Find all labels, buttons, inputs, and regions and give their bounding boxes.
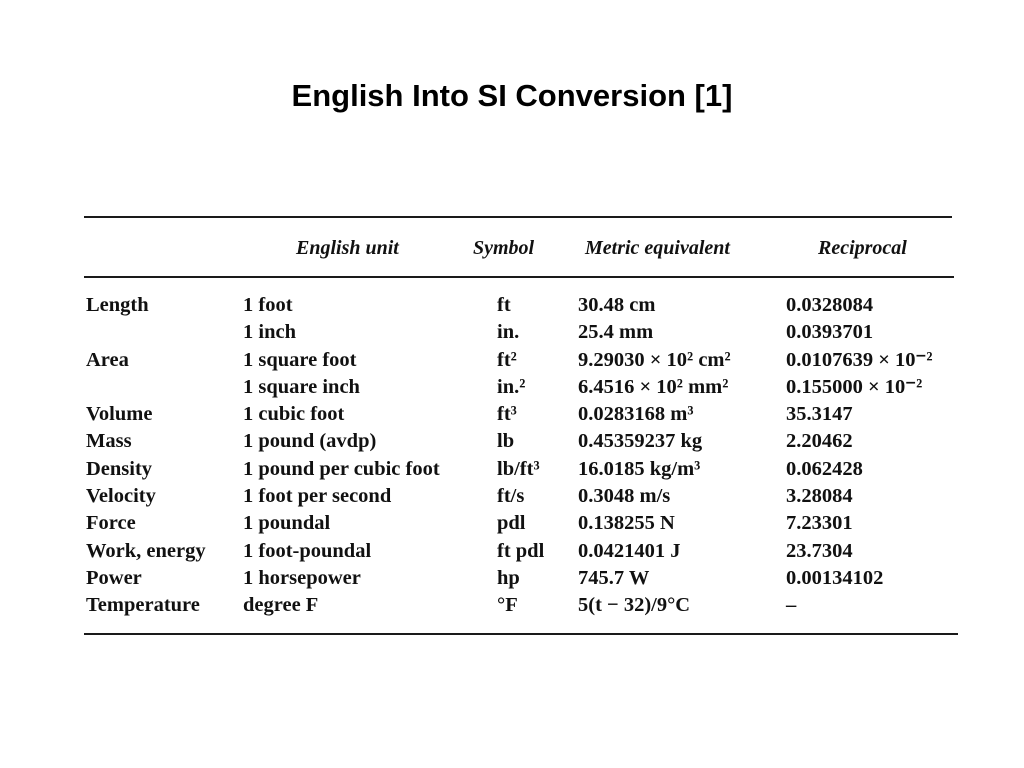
- row-metric-equivalent: 0.45359237 kg: [578, 430, 703, 453]
- table-row: [0, 319, 1024, 346]
- row-english-unit: 1 square foot: [243, 348, 357, 371]
- row-category: Length: [86, 294, 149, 316]
- row-english-unit: 1 poundal: [243, 512, 331, 535]
- table-top-rule: [84, 216, 952, 218]
- row-category: Mass: [86, 430, 132, 453]
- table-bottom-rule: [84, 633, 958, 635]
- row-symbol: ft³: [497, 403, 517, 426]
- conversion-table-body: [0, 292, 1024, 620]
- row-english-unit: 1 horsepower: [243, 566, 361, 589]
- row-english-unit: 1 foot per second: [243, 485, 392, 508]
- row-english-unit: 1 pound (avdp): [243, 430, 377, 453]
- table-header-rule: [84, 276, 954, 278]
- row-reciprocal: 2.20462: [786, 430, 853, 453]
- row-reciprocal: 0.155000 × 10⁻²: [786, 375, 923, 398]
- row-english-unit: 1 inch: [243, 321, 296, 344]
- row-symbol: pdl: [497, 512, 526, 535]
- row-metric-equivalent: 745.7 W: [578, 566, 650, 589]
- row-symbol: lb: [497, 430, 515, 453]
- row-reciprocal: 0.0107639 × 10⁻²: [786, 348, 933, 371]
- row-category: Force: [86, 512, 136, 535]
- row-reciprocal: –: [786, 594, 797, 617]
- row-symbol: ft pdl: [497, 539, 545, 562]
- row-reciprocal: 0.0328084: [786, 294, 874, 316]
- header-reciprocal: Reciprocal: [818, 237, 907, 259]
- row-symbol: hp: [497, 566, 520, 589]
- table-row: [0, 347, 1024, 374]
- table-row: [0, 592, 1024, 619]
- row-symbol: ft/s: [497, 485, 525, 508]
- row-symbol: ft: [497, 294, 511, 316]
- row-reciprocal: 3.28084: [786, 485, 853, 508]
- table-row: [0, 292, 1024, 319]
- row-english-unit: 1 cubic foot: [243, 403, 345, 426]
- table-row: [0, 565, 1024, 592]
- row-english-unit: 1 pound per cubic foot: [243, 457, 440, 480]
- row-reciprocal: 23.7304: [786, 539, 853, 562]
- table-row: [0, 401, 1024, 428]
- row-symbol: °F: [497, 594, 518, 617]
- header-metric-equivalent: Metric equivalent: [585, 237, 730, 259]
- row-symbol: in.: [497, 321, 520, 344]
- row-english-unit: 1 foot-poundal: [243, 539, 372, 562]
- row-metric-equivalent: 30.48 cm: [578, 294, 656, 316]
- row-metric-equivalent: 0.138255 N: [578, 512, 675, 535]
- row-reciprocal: 7.23301: [786, 512, 853, 535]
- row-reciprocal: 0.062428: [786, 457, 863, 480]
- table-row: [0, 456, 1024, 483]
- row-reciprocal: 0.0393701: [786, 321, 874, 344]
- row-symbol: lb/ft³: [497, 457, 540, 480]
- row-metric-equivalent: 0.3048 m/s: [578, 485, 671, 508]
- row-metric-equivalent: 0.0421401 J: [578, 539, 681, 562]
- table-row: [0, 483, 1024, 510]
- table-row: [0, 538, 1024, 565]
- row-category: Volume: [86, 403, 153, 426]
- row-english-unit: 1 square inch: [243, 375, 360, 398]
- row-english-unit: degree F: [243, 594, 319, 617]
- header-symbol: Symbol: [473, 237, 535, 259]
- row-category: Temperature: [86, 594, 200, 617]
- row-category: Area: [86, 348, 129, 371]
- table-row: [0, 374, 1024, 401]
- row-metric-equivalent: 0.0283168 m³: [578, 403, 694, 426]
- header-english-unit: English unit: [296, 237, 399, 259]
- row-metric-equivalent: 16.0185 kg/m³: [578, 457, 701, 480]
- row-category: Velocity: [86, 485, 156, 508]
- row-symbol: in.²: [497, 375, 526, 398]
- row-category: Work, energy: [86, 539, 206, 562]
- row-category: Power: [86, 566, 142, 589]
- row-reciprocal: 0.00134102: [786, 566, 884, 589]
- slide-title: English Into SI Conversion [1]: [291, 78, 733, 113]
- row-metric-equivalent: 5(t − 32)/9°C: [578, 594, 691, 617]
- row-reciprocal: 35.3147: [786, 403, 853, 426]
- row-metric-equivalent: 6.4516 × 10² mm²: [578, 375, 729, 398]
- row-metric-equivalent: 9.29030 × 10² cm²: [578, 348, 731, 371]
- row-metric-equivalent: 25.4 mm: [578, 321, 654, 344]
- row-category: Density: [86, 457, 153, 480]
- row-symbol: ft²: [497, 348, 517, 371]
- table-row: [0, 428, 1024, 455]
- row-english-unit: 1 foot: [243, 294, 293, 316]
- table-row: [0, 510, 1024, 537]
